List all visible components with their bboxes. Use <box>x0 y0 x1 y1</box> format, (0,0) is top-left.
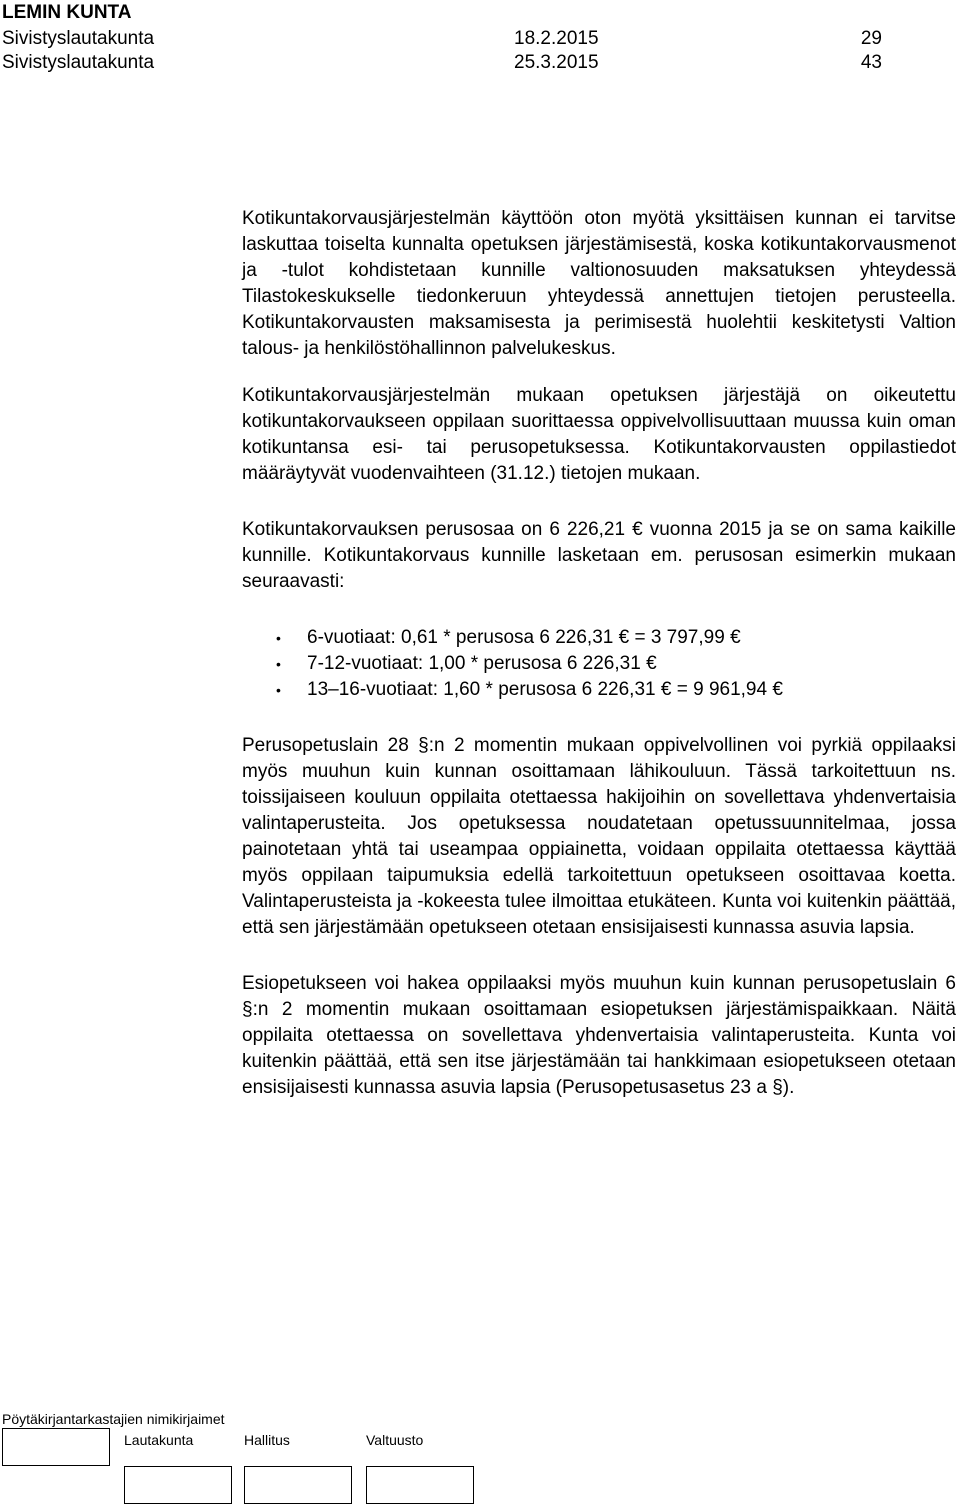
list-item <box>242 677 956 703</box>
page-number: 29 <box>860 28 882 49</box>
paragraph-5: Esiopetukseen voi hakea oppilaaksi myös muuhun kuin kunnan perusopetuslain 6 §:n 2 momentin mukaan osoittamaan esiopetuksen järjestämispaikkaan. Näitä oppilaita otettaessa on sovellettava yhdenvertaisia valintaperusteita. Kunta voi kuitenkin päättää, että sen itse järjestämään tai hankkimaan esiopetukseen otetaan ensisijaisesti kunnassa asuvia lapsia (Perusopetusasetus 23 a §). <box>242 973 956 1098</box>
hallitus-initials-box <box>244 1466 352 1504</box>
valtuusto-initials-box <box>366 1466 474 1504</box>
meeting-date: 18.2.2015 <box>514 28 599 49</box>
paragraph-3: Kotikuntakorvauksen perusosaa on 6 226,21 € vuonna 2015 ja se on sama kaikille kunnille. Kotikuntakorvaus kunnille lasketaan em. perusosan esimerkin mukaan seuraavasti: <box>242 519 956 592</box>
list-item <box>242 625 956 651</box>
bullet-icon: • <box>276 682 281 698</box>
document-body <box>242 206 956 1101</box>
meeting-date: 25.3.2015 <box>514 52 599 73</box>
paragraph-1: Kotikuntakorvausjärjestelmän käyttöön oton myötä yksittäisen kunnan ei tarvitse laskuttaa toiselta kunnalta opetuksen järjestämisestä, koska kotikuntakorvausmenot ja -tulot kohdistetaan kunnille valtionosuuden maksatuksen yhteydessä Tilastokeskukselle tiedonkeruun yhteydessä annettujen tietojen perusteella. Kotikuntakorvausten maksamisesta ja perimisestä huolehtii keskitetysti Valtion talous- ja henkilöstöhallinnon palvelukeskus. <box>242 208 956 359</box>
footer-valtuusto: Valtuusto <box>366 1432 424 1448</box>
organization-name: LEMIN KUNTA <box>2 2 132 23</box>
footer-initials-label: Pöytäkirjantarkastajien nimikirjaimet <box>2 1411 225 1427</box>
list-item <box>242 651 956 677</box>
list-item-text: 6-vuotiaat: 0,61 * perusosa 6 226,31 € = 3 797,99 € <box>307 627 741 648</box>
page-number: 43 <box>860 52 882 73</box>
footer-lautakunta: Lautakunta <box>124 1432 194 1448</box>
committee-name: Sivistyslautakunta <box>2 28 155 49</box>
list-item-text: 13–16-vuotiaat: 1,60 * perusosa 6 226,31 € = 9 961,94 € <box>307 679 783 700</box>
paragraph-4: Perusopetuslain 28 §:n 2 momentin mukaan oppivelvollinen voi pyrkiä oppilaaksi myös muuhun kuin kunnan osoittamaan lähikouluun. Tässä tarkoitettuun ns. toissijaiseen kouluun oppilaita otettaessa hakijoihin on sovellettava yhdenvertaisia valintaperusteita. Jos opetuksessa noudatetaan opetussuunnitelmaa, jossa painotetaan yhtä tai useampaa oppiainetta, voidaan oppilaita otettaessa käyttää myös oppilaan taipumuksia edellä tarkoitettuun opetukseen osoittavaa koetta. Valintaperusteista ja -kokeesta tulee ilmoittaa etukäteen. Kunta voi kuitenkin päättää, että sen järjestämään opetukseen otetaan ensisijaisesti kunnassa asuvia lapsia. <box>242 735 956 938</box>
committee-name: Sivistyslautakunta <box>2 52 155 73</box>
bullet-icon: • <box>276 656 281 672</box>
header-row-1 <box>2 28 882 52</box>
paragraph-2: Kotikuntakorvausjärjestelmän mukaan opetuksen järjestäjä on oikeutettu kotikuntakorvaukseen oppilaan suorittaessa oppivelvollisuuttaan muussa kuin oman kotikuntansa esi- tai perusopetuksessa. Kotikuntakorvausten oppilastiedot määräytyvät vuodenvaihteen (31.12.) tietojen mukaan. <box>242 385 956 484</box>
lautakunta-initials-box <box>124 1466 232 1504</box>
initials-box <box>2 1428 110 1466</box>
bullet-icon: • <box>276 630 281 646</box>
calculation-list <box>242 625 956 703</box>
header-row-2 <box>2 52 882 76</box>
list-item-text: 7-12-vuotiaat: 1,00 * perusosa 6 226,31 € <box>307 653 657 674</box>
footer-hallitus: Hallitus <box>244 1432 290 1448</box>
